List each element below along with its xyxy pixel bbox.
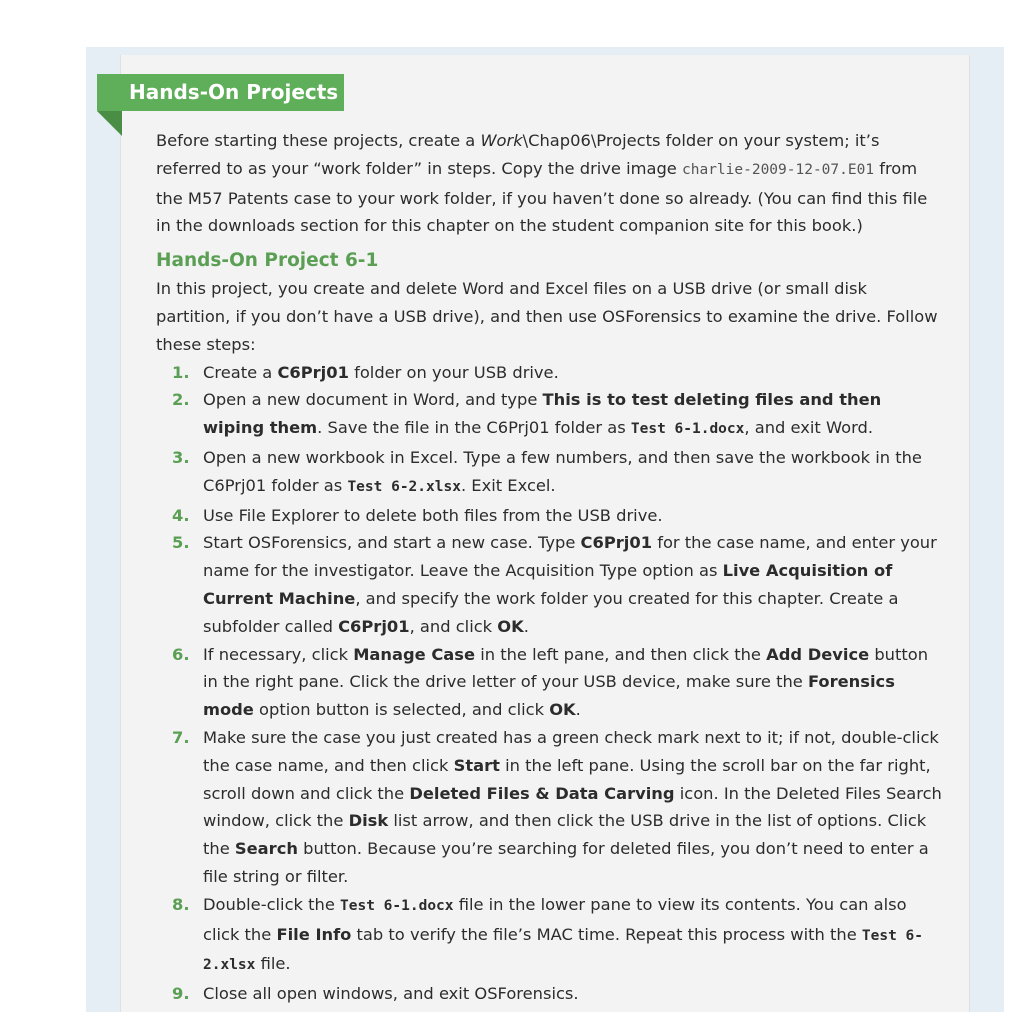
document-content bbox=[156, 127, 946, 1008]
step-text: in the left pane. Using the scroll bar on the far right, scroll down and click the bbox=[203, 755, 931, 803]
step-text: File Info bbox=[276, 924, 352, 944]
step-text: Open a new workbook in Excel. Type a few numbers, and then save the workbook in the C6Prj01 folder as bbox=[203, 447, 922, 495]
step-text: Test 6-2.xlsx bbox=[203, 927, 923, 974]
step-text: This is to test deleting files and then wiping them bbox=[203, 390, 882, 438]
step-text: . Save the file in the C6Prj01 folder as bbox=[317, 418, 631, 438]
step-text: list arrow, and then click the USB drive in the list of options. Click the bbox=[203, 811, 927, 859]
step-text: Add Device bbox=[766, 644, 870, 664]
step-text: button. Because you’re searching for deleted files, you don’t need to enter a file string or filter. bbox=[203, 839, 929, 886]
intro-text-0: Before starting these projects, create a bbox=[156, 131, 481, 150]
step-text: file in the lower pane to view its contents. You can also click the bbox=[203, 894, 907, 944]
intro-text-2: \Chap06\Projects folder on your system; it’s referred to as your “work folder” in steps. Copy the drive image bbox=[156, 131, 880, 178]
step-number: 6. bbox=[172, 644, 190, 664]
step-text: Deleted Files & Data Carving bbox=[409, 783, 675, 803]
step-text: Double-click the bbox=[203, 894, 341, 914]
project-title: Hands-On Project 6-1 bbox=[156, 250, 379, 272]
step-text: Start bbox=[453, 755, 500, 775]
step-text: OK bbox=[497, 616, 524, 636]
ribbon-fold bbox=[97, 111, 122, 136]
step-text: C6Prj01 bbox=[338, 616, 410, 636]
step-item bbox=[156, 502, 946, 530]
project-intro: In this project, you create and delete Word and Excel files on a USB drive (or small disk partition, if you don’t have a USB drive), and then use OSForensics to examine the drive. Follow these steps: bbox=[156, 279, 938, 354]
step-number: 9. bbox=[172, 984, 190, 1004]
step-number: 1. bbox=[172, 362, 190, 382]
step-number: 2. bbox=[172, 390, 190, 410]
step-item bbox=[156, 444, 946, 502]
step-text: folder on your USB drive. bbox=[348, 362, 559, 382]
step-number: 3. bbox=[172, 447, 190, 467]
step-item bbox=[156, 724, 946, 891]
step-text: Live Acquisition of Current Machine bbox=[203, 561, 893, 608]
step-item bbox=[156, 641, 946, 724]
step-number: 4. bbox=[172, 505, 190, 525]
step-text: Start OSForensics, and start a new case. Type bbox=[203, 533, 581, 553]
step-number: 7. bbox=[172, 727, 190, 747]
step-text: Open a new document in Word, and type bbox=[203, 390, 543, 410]
step-text: Forensics mode bbox=[203, 672, 895, 720]
step-text: , and specify the work folder you created for this chapter. Create a subfolder called bbox=[203, 588, 899, 636]
step-text: OK bbox=[549, 700, 576, 720]
step-item bbox=[156, 529, 946, 640]
step-text: Close all open windows, and exit OSForensics. bbox=[203, 984, 579, 1004]
step-text: Search bbox=[234, 839, 298, 859]
step-text: Make sure the case you just created has a green check mark next to it; if not, double-click the case name, and then click bbox=[203, 727, 939, 775]
step-item bbox=[156, 891, 946, 980]
intro-text-3: charlie-2009-12-07.E01 bbox=[682, 161, 875, 178]
step-text: Use File Explorer to delete both files from the USB drive. bbox=[203, 505, 663, 525]
step-item bbox=[156, 980, 946, 1008]
step-text: Test 6-1.docx bbox=[340, 897, 454, 914]
intro-paragraph bbox=[156, 127, 946, 240]
step-text: tab to verify the file’s MAC time. Repeat this process with the bbox=[351, 924, 862, 944]
step-text: . Exit Excel. bbox=[460, 475, 556, 495]
step-text: icon. In the Deleted Files Search window, click the bbox=[203, 783, 942, 831]
step-text: Disk bbox=[348, 811, 389, 831]
intro-text-4: from the M57 Patents case to your work folder, if you haven’t done so already. (You can find this file in the downloads section for this chapter on the student companion site for this book.) bbox=[156, 158, 928, 236]
step-item bbox=[156, 359, 946, 387]
step-text: If necessary, click bbox=[203, 644, 354, 664]
step-item bbox=[156, 386, 946, 444]
step-text: , and click bbox=[409, 616, 498, 636]
step-text: in the left pane, and then click the bbox=[475, 644, 767, 664]
step-text: C6Prj01 bbox=[580, 533, 653, 553]
step-text: . bbox=[523, 616, 529, 636]
step-text: Manage Case bbox=[353, 644, 476, 664]
step-text: C6Prj01 bbox=[277, 362, 349, 382]
steps-list bbox=[156, 359, 946, 1008]
step-text: Create a bbox=[203, 362, 278, 382]
step-number: 8. bbox=[172, 894, 190, 914]
step-text: file. bbox=[255, 954, 291, 974]
section-title: Hands-On Projects bbox=[97, 74, 344, 111]
step-number: 5. bbox=[172, 533, 190, 553]
step-text: Test 6-2.xlsx bbox=[347, 478, 461, 495]
intro-text-1: Work bbox=[480, 131, 523, 150]
step-text: Test 6-1.docx bbox=[630, 421, 745, 438]
step-text: button in the right pane. Click the drive letter of your USB device, make sure the bbox=[203, 644, 929, 692]
step-text: , and exit Word. bbox=[744, 418, 874, 438]
step-text: option button is selected, and click bbox=[253, 700, 550, 720]
step-text: for the case name, and enter your name for the investigator. Leave the Acquisition Type option as bbox=[203, 533, 937, 581]
step-text: . bbox=[575, 700, 581, 720]
